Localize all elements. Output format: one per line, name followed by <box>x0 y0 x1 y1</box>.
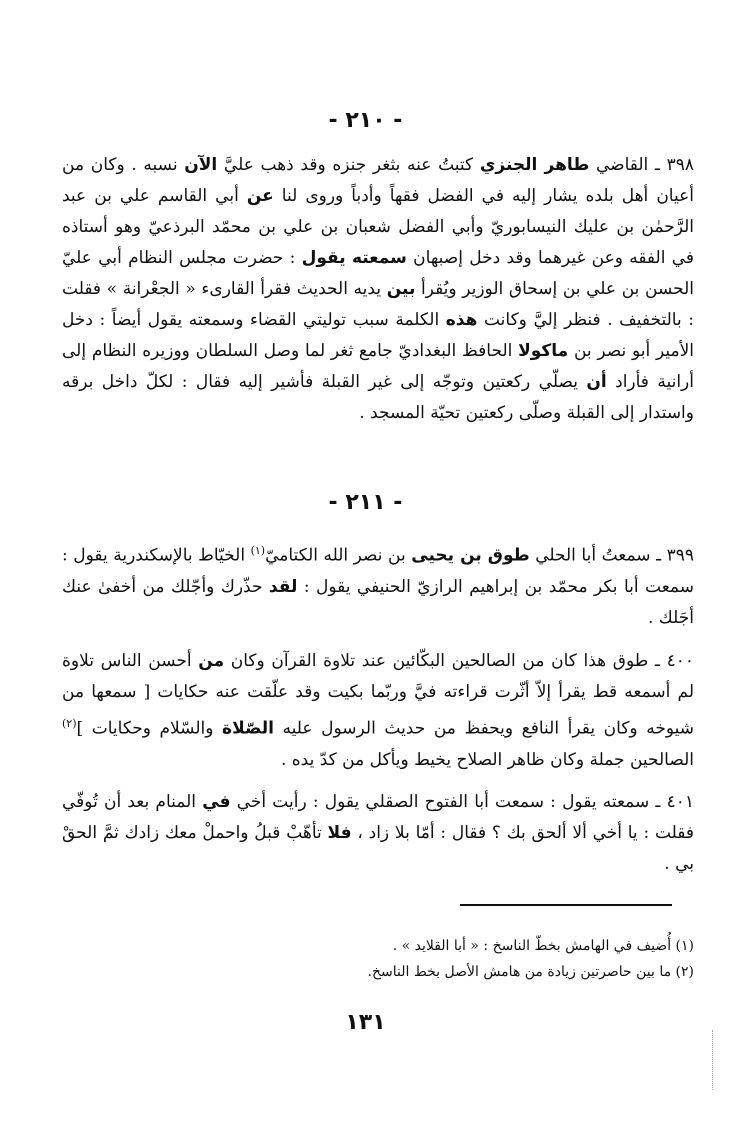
emphasis-word: الصّلاة <box>222 718 274 739</box>
scan-edge-mark <box>712 1030 721 1090</box>
footnote-marker: (١) <box>250 544 266 557</box>
emphasis-word: سمعته <box>351 248 407 268</box>
paragraph-398 <box>62 150 694 429</box>
footnote-1: (١) أُضيف في الهامش بخطّ الناسخ : « أبا القلايد » . <box>392 938 694 954</box>
text-segment: كتبتُ عنه بثغر جنزه وقد ذهب عليَّ <box>217 155 480 175</box>
emphasis-word: من <box>198 651 225 671</box>
text-segment: الصالحين جملة وكان ظاهر الصلاح يخيط ويأكل من كدّ يده . <box>280 749 694 770</box>
person-name: طاهر الجنزي <box>479 155 590 175</box>
paragraph-399 <box>62 535 694 634</box>
paragraph-401 <box>62 787 694 880</box>
text-segment: حذّرك وأجّلك من أخفىٰ عنك أجَلك . <box>62 576 694 628</box>
emphasis-word: يقول <box>301 248 346 268</box>
emphasis-word: في <box>202 792 231 812</box>
text-segment: أحسن الناس تلاوة لم أسمعه قط يقرأ إلاّ أثّرت قراءته فيَّ وربّما بكيت وقد علّقت عنه حكايات [ سمعها من شيوخه وكان يقرأ النافع ويحفظ من حديث الرسول عليه <box>62 651 694 739</box>
text-segment: يديه الحديث فقرأ القارىء « الجعْرانة » فقلت : بالتخفيف . فنظر إليَّ وكانت <box>62 279 694 330</box>
footnote-divider <box>460 904 672 906</box>
emphasis-word: الآن <box>184 155 218 175</box>
text-segment: الكلمة سبب توليتي القضاء وسمعته يقول أيضاً : دخل الأمير أبو نصر بن <box>62 310 694 361</box>
footnote-marker: (٢) <box>62 717 77 730</box>
paragraph-400 <box>62 646 694 776</box>
text-segment: الخيّاط بالإسكندرية يقول : سمعت أبا بكر محمّد بن إبراهيم الرازيّ الحنيفي يقول : <box>62 545 694 597</box>
text-segment: : حضرت مجلس النظام أبي عليّ الحسن بن علي بن إسحاق الوزير ويُقرأ <box>62 248 694 299</box>
text-segment: المنام بعد أن تُوفّي فقلت : يا أخي ألا ألحق بك ؟ فقال : أمّا بلا زاد ، <box>62 792 694 843</box>
person-name: طوق بن يحيى <box>411 545 530 566</box>
footnote-2: (٢) ما بين حاصرتين زيادة من هامش الأصل بخط الناسخ. <box>367 964 694 980</box>
emphasis-word: أن <box>586 372 607 392</box>
page-number: ١٣١ <box>345 1010 386 1035</box>
text-segment: والسّلام وحكايات ] <box>76 718 223 739</box>
text-segment: ٤٠٠ ـ طوق هذا كان من الصالحين البكّائين عند تلاوة القرآن وكان <box>224 651 694 671</box>
text-segment: ٤٠١ ـ سمعته يقول : سمعت أبا الفتوح الصقلي يقول : رأيت أخي <box>230 792 695 812</box>
text-segment: نسبه . وكان من أعيان أهل بلده يشار إليه في الفضل فقهاً وأدباً وروى لنا <box>62 155 694 206</box>
emphasis-word: فلا <box>327 823 352 843</box>
text-segment: بن نصر الله الكتاميّ <box>265 545 412 566</box>
text-segment: تأهّبْ قبلُ واحملْ معك زادك ثمَّ الحقْ بي . <box>62 823 694 874</box>
emphasis-word: عن <box>246 186 274 206</box>
text-segment: ٣٩٨ ـ القاضي <box>589 155 694 175</box>
text-segment: ٣٩٩ ـ سمعتُ أبا الحلي <box>529 545 694 566</box>
emphasis-word: لقد <box>268 576 298 597</box>
emphasis-word: ماكولا <box>518 341 569 361</box>
text-segment: أبي القاسم علي بن عبد الرَّحمٰن بن عليك النيسابوريّ وأبي الفضل شعبان بن علي بن محمّد البرذعيّ وهو أستاذه في الفقه وعن غيرهما وقد دخل إصبهان <box>62 186 694 268</box>
text-segment: الحافظ البغداديّ جامع ثغر لما وصل السلطان ووزيره النظام إلى أرانية فأراد <box>62 341 694 392</box>
emphasis-word: هذه <box>445 310 478 330</box>
emphasis-word: بين <box>386 279 416 299</box>
text-segment: يصلّي ركعتين وتوجّه إلى غير القبلة فأشير إليه فقال : لكلّ داخل برقه واستدار إلى القبلة وصلّى ركعتين تحيّة المسجد . <box>62 372 694 423</box>
section-number-211: - ٢١١ - <box>328 490 403 515</box>
section-number-210: - ٢١٠ - <box>328 108 403 133</box>
